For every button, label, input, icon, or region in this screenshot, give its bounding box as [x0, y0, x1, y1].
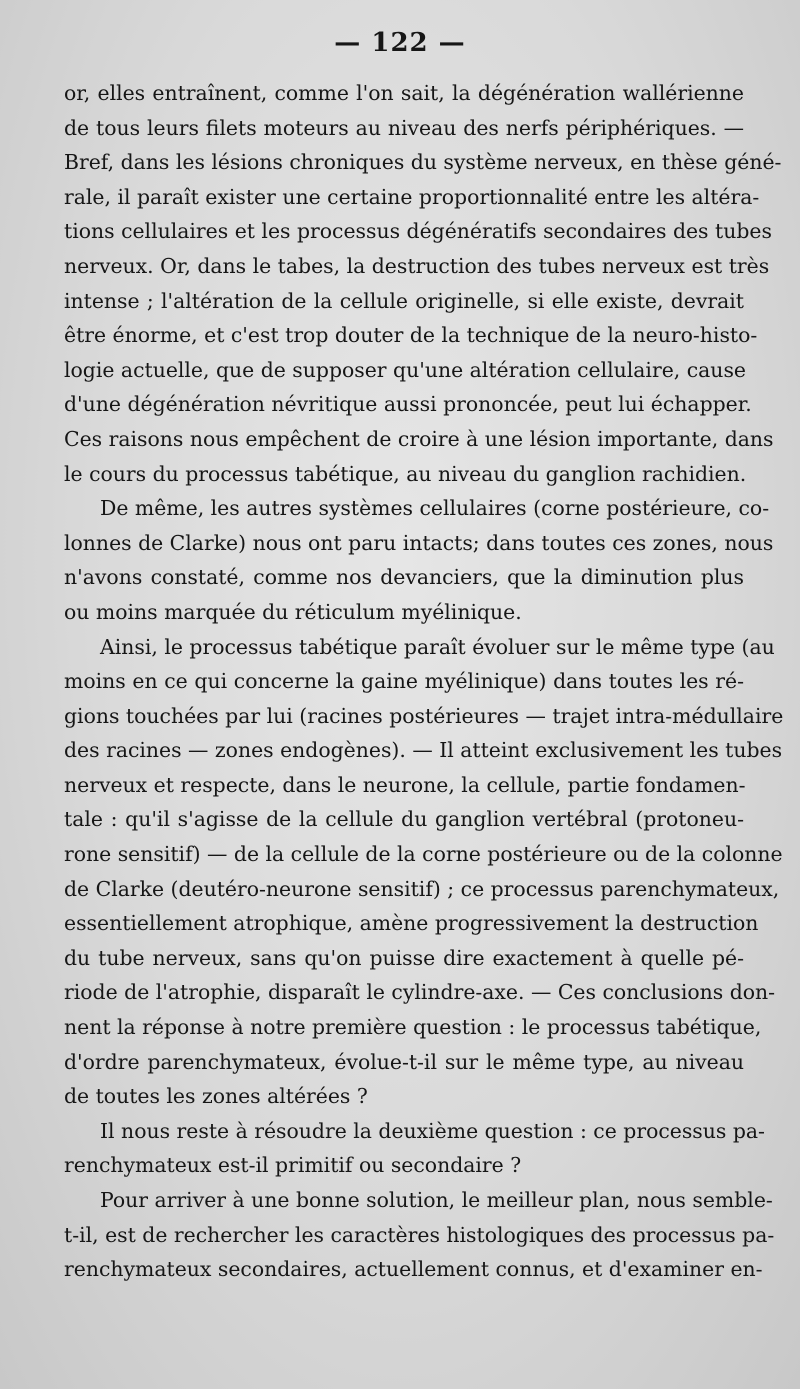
text-line: d'ordre parenchymateux, évolue-t-il sur le même type, au niveau — [64, 1049, 744, 1074]
text-line: rone sensitif) — de la cellule de la corne postérieure ou de la colonne — [64, 842, 783, 867]
text-line: le cours du processus tabétique, au niveau du ganglion rachidien. — [64, 461, 747, 486]
text-line: d'une dégénération névritique aussi prononcée, peut lui échapper. — [64, 392, 752, 417]
text-line: tions cellulaires et les processus dégénératifs secondaires des tubes — [64, 219, 772, 244]
text-line: moins en ce qui concerne la gaine myélinique) dans toutes les ré- — [64, 669, 744, 694]
text-line: Ainsi, le processus tabétique paraît évoluer sur le même type (au — [100, 634, 775, 659]
text-line: renchymateux est-il primitif ou secondaire ? — [64, 1153, 522, 1178]
text-line: Ces raisons nous empêchent de croire à une lésion importante, dans — [64, 426, 774, 451]
text-line: n'avons constaté, comme nos devanciers, que la diminution plus — [64, 565, 744, 590]
text-line: logie actuelle, que de supposer qu'une altération cellulaire, cause — [64, 357, 746, 382]
text-line: des racines — zones endogènes). — Il atteint exclusivement les tubes — [64, 738, 783, 763]
text-line: de tous leurs filets moteurs au niveau des nerfs périphériques. — — [64, 115, 744, 140]
text-line: De même, les autres systèmes cellulaires (corne postérieure, co- — [100, 496, 770, 521]
text-line: essentiellement atrophique, amène progressivement la destruction — [64, 911, 759, 936]
text-line: intense ; l'altération de la cellule originelle, si elle existe, devrait — [64, 288, 744, 313]
text-line: du tube nerveux, sans qu'on puisse dire exactement à quelle pé- — [64, 945, 744, 970]
text-line: t-il, est de rechercher les caractères histologiques des processus pa- — [64, 1222, 775, 1247]
text-line: nent la réponse à notre première question : le processus tabétique, — [64, 1015, 762, 1040]
text-line: nerveux. Or, dans le tabes, la destruction des tubes nerveux est très — [64, 253, 770, 278]
text-line: ou moins marquée du réticulum myélinique. — [64, 599, 522, 624]
text-line: lonnes de Clarke) nous ont paru intacts; dans toutes ces zones, nous — [64, 530, 774, 555]
text-line: or, elles entraînent, comme l'on sait, la dégénération wallérienne — [64, 81, 744, 105]
text-line: de Clarke (deutéro-neurone sensitif) ; ce processus parenchymateux, — [64, 876, 780, 901]
text-line: renchymateux secondaires, actuellement connus, et d'examiner en- — [64, 1257, 763, 1282]
text-line: rale, il paraît exister une certaine proportionnalité entre les altéra- — [64, 184, 760, 209]
text-line: de toutes les zones altérées ? — [64, 1084, 368, 1109]
page-number: — 122 — — [334, 28, 466, 58]
text-line: nerveux et respecte, dans le neurone, la cellule, partie fondamen- — [64, 772, 746, 797]
text-line: riode de l'atrophie, disparaît le cylindre-axe. — Ces conclusions don- — [64, 980, 776, 1005]
text-line: Il nous reste à résoudre la deuxième question : ce processus pa- — [100, 1118, 765, 1143]
text-line: Pour arriver à une bonne solution, le meilleur plan, nous semble- — [100, 1188, 773, 1212]
text-line: tale : qu'il s'agisse de la cellule du ganglion vertébral (protoneu- — [64, 807, 744, 832]
text-line: Bref, dans les lésions chroniques du système nerveux, en thèse géné- — [64, 150, 782, 175]
body-text — [64, 76, 784, 1287]
text-line: être énorme, et c'est trop douter de la technique de la neuro-histo- — [64, 323, 758, 348]
text-line: gions touchées par lui (racines postérieures — trajet intra-médullaire — [64, 703, 784, 728]
